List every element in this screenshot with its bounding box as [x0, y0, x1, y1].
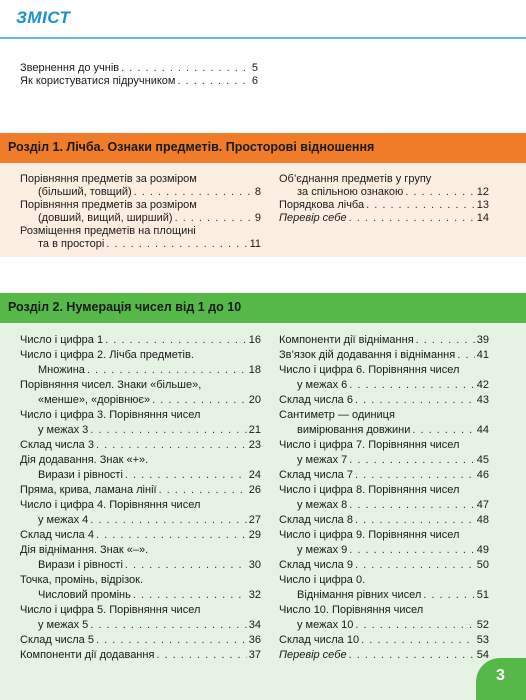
- leader-dots: [366, 198, 475, 212]
- entry-label: Число і цифра 8. Порівняння чисел: [279, 484, 460, 496]
- entry-label: Звернення до учнів: [20, 62, 120, 74]
- toc-entry-line1: [279, 603, 489, 617]
- toc-entry[interactable]: [20, 185, 261, 199]
- toc-entry-line1: [279, 483, 489, 497]
- toc-entry[interactable]: [20, 633, 261, 647]
- entry-page: 39: [476, 334, 489, 346]
- toc-entry[interactable]: [279, 648, 489, 662]
- toc-entry[interactable]: [279, 333, 489, 347]
- entry-page: 14: [476, 212, 489, 224]
- page-title: ЗМІСТ: [16, 8, 71, 27]
- entry-label: у межах 4: [38, 514, 89, 526]
- toc-entry[interactable]: [279, 423, 489, 437]
- entry-label: Вирази і рівності: [38, 559, 123, 571]
- entry-page: 5: [251, 62, 258, 74]
- toc-entry-line1: [20, 573, 261, 587]
- leader-dots: [355, 558, 475, 572]
- entry-label: Склад числа 9: [279, 559, 353, 571]
- leader-dots: [121, 61, 250, 75]
- entry-page: 44: [476, 424, 489, 436]
- toc-entry[interactable]: [20, 648, 261, 662]
- entry-label: Склад числа 5: [20, 634, 94, 646]
- title-divider: [0, 37, 526, 39]
- leader-dots: [349, 211, 475, 225]
- entry-label: Зв’язок дій додавання і віднімання: [279, 349, 456, 361]
- leader-dots: [105, 333, 247, 347]
- leader-dots: [159, 483, 247, 497]
- entry-label: у межах 9: [297, 544, 348, 556]
- entry-label: Склад числа 8: [279, 514, 353, 526]
- leader-dots: [96, 528, 247, 542]
- toc-entry[interactable]: [279, 588, 489, 602]
- entry-label: Перевір себе: [279, 649, 347, 661]
- entry-page: 23: [248, 439, 261, 451]
- entry-page: 45: [476, 454, 489, 466]
- entry-label: Віднімання рівних чисел: [297, 589, 422, 601]
- page-number-badge: [476, 658, 526, 700]
- entry-page: 34: [248, 619, 261, 631]
- leader-dots: [90, 513, 246, 527]
- entry-page: 8: [254, 186, 261, 198]
- toc-entry-line1: [20, 224, 261, 238]
- toc-entry[interactable]: [20, 423, 261, 437]
- entry-page: 48: [476, 514, 489, 526]
- entry-label: Об’єднання предметів у групу: [279, 173, 432, 185]
- entry-label: Число 10. Порівняння чисел: [279, 604, 424, 616]
- section-1-title: Розділ 1. Лічба. Ознаки предметів. Просторові відношення: [8, 140, 375, 154]
- entry-page: 42: [476, 379, 489, 391]
- toc-entry-line1: [20, 172, 261, 186]
- leader-dots: [457, 348, 475, 362]
- leader-dots: [405, 185, 474, 199]
- leader-dots: [423, 588, 474, 602]
- toc-entry-line1: [279, 408, 489, 422]
- toc-entry[interactable]: [20, 528, 261, 542]
- entry-label: Множина: [38, 364, 85, 376]
- leader-dots: [349, 453, 474, 467]
- entry-label: Склад числа 3: [20, 439, 94, 451]
- leader-dots: [125, 558, 247, 572]
- toc-entry-line1: [279, 172, 489, 186]
- entry-label: у межах 6: [297, 379, 348, 391]
- toc-entry-line1: [20, 348, 261, 362]
- entry-page: 13: [476, 199, 489, 211]
- toc-entry[interactable]: [20, 393, 261, 407]
- entry-label: Число і цифра 6. Порівняння чисел: [279, 364, 460, 376]
- entry-label: Розміщення предметів на площині: [20, 225, 196, 237]
- entry-label: у межах 7: [297, 454, 348, 466]
- entry-page: 53: [476, 634, 489, 646]
- toc-entry[interactable]: [20, 237, 261, 251]
- leader-dots: [416, 333, 475, 347]
- leader-dots: [125, 468, 247, 482]
- entry-page: 18: [248, 364, 261, 376]
- section-2-header: [0, 293, 526, 323]
- toc-entry[interactable]: [279, 348, 489, 362]
- toc-entry[interactable]: [279, 211, 489, 225]
- entry-page: 11: [249, 238, 261, 250]
- toc-entry-line1: [20, 378, 261, 392]
- toc-entry[interactable]: [20, 483, 261, 497]
- entry-label: Число і цифра 3. Порівняння чисел: [20, 409, 201, 421]
- toc-entry[interactable]: [20, 588, 261, 602]
- leader-dots: [96, 633, 247, 647]
- leader-dots: [355, 618, 474, 632]
- entry-label: та в просторі: [38, 238, 105, 250]
- entry-page: 36: [248, 634, 261, 646]
- toc-entry-line1: [279, 438, 489, 452]
- entry-page: 41: [476, 349, 489, 361]
- toc-entry-line1: [20, 498, 261, 512]
- entry-page: 16: [248, 334, 261, 346]
- toc-entry-line1: [20, 453, 261, 467]
- entry-label: Число і цифра 7. Порівняння чисел: [279, 439, 460, 451]
- entry-label: вимірювання довжини: [297, 424, 411, 436]
- leader-dots: [349, 648, 475, 662]
- leader-dots: [349, 543, 474, 557]
- toc-entry[interactable]: [279, 378, 489, 392]
- entry-page: 30: [248, 559, 261, 571]
- entry-label: у межах 3: [38, 424, 89, 436]
- entry-label: Число і цифра 1: [20, 334, 104, 346]
- entry-label: Вирази і рівності: [38, 469, 123, 481]
- entry-label: Число і цифра 5. Порівняння чисел: [20, 604, 201, 616]
- entry-label: Числовий промінь: [38, 589, 131, 601]
- toc-entry[interactable]: [20, 438, 261, 452]
- entry-label: Порівняння предметів за розміром: [20, 173, 197, 185]
- leader-dots: [156, 648, 246, 662]
- entry-page: 9: [254, 212, 261, 224]
- toc-entry[interactable]: [20, 618, 261, 632]
- entry-label: Дія додавання. Знак «+».: [20, 454, 149, 466]
- entry-page: 37: [248, 649, 261, 661]
- toc-entry[interactable]: [20, 558, 261, 572]
- leader-dots: [90, 423, 246, 437]
- entry-page: 29: [248, 529, 261, 541]
- entry-page: 6: [251, 75, 258, 87]
- entry-label: Компоненти дії віднімання: [279, 334, 414, 346]
- entry-page: 26: [248, 484, 261, 496]
- entry-label: Число і цифра 0.: [279, 574, 366, 586]
- entry-label: за спільною ознакою: [297, 186, 404, 198]
- section-1-header: [0, 133, 526, 163]
- entry-page: 12: [476, 186, 489, 198]
- toc-entry[interactable]: [279, 618, 489, 632]
- entry-label: Склад числа 10: [279, 634, 360, 646]
- entry-label: у межах 5: [38, 619, 89, 631]
- entry-label: Число і цифра 2. Лічба предметів.: [20, 349, 194, 361]
- leader-dots: [355, 513, 475, 527]
- toc-entry-line1: [20, 543, 261, 557]
- entry-page: 21: [248, 424, 261, 436]
- entry-label: Як користуватися підручником: [20, 75, 176, 87]
- entry-page: 50: [476, 559, 489, 571]
- toc-entry[interactable]: [279, 185, 489, 199]
- toc-entry[interactable]: [20, 513, 261, 527]
- toc-entry[interactable]: [20, 468, 261, 482]
- entry-label: Число і цифра 9. Порівняння чисел: [279, 529, 460, 541]
- entry-page: 27: [248, 514, 261, 526]
- toc-entry[interactable]: [20, 333, 261, 347]
- leader-dots: [152, 393, 247, 407]
- entry-label: (більший, товщий): [38, 186, 132, 198]
- entry-page: 49: [476, 544, 489, 556]
- toc-entry[interactable]: [279, 633, 489, 647]
- entry-page: 46: [476, 469, 489, 481]
- entry-label: «менше», «дорівнює»: [38, 394, 151, 406]
- leader-dots: [106, 237, 247, 251]
- leader-dots: [355, 468, 475, 482]
- toc-entry[interactable]: [279, 198, 489, 212]
- toc-entry[interactable]: [279, 558, 489, 572]
- entry-label: Склад числа 6: [279, 394, 353, 406]
- entry-page: 52: [476, 619, 489, 631]
- entry-label: Склад числа 4: [20, 529, 94, 541]
- entry-label: Порівняння предметів за розміром: [20, 199, 197, 211]
- entry-page: 54: [476, 649, 489, 661]
- leader-dots: [87, 363, 247, 377]
- leader-dots: [96, 438, 247, 452]
- leader-dots: [177, 74, 249, 88]
- leader-dots: [349, 498, 474, 512]
- toc-entry[interactable]: [20, 211, 261, 225]
- toc-entry[interactable]: [279, 543, 489, 557]
- entry-page: 20: [248, 394, 261, 406]
- leader-dots: [134, 185, 253, 199]
- toc-entry[interactable]: [279, 498, 489, 512]
- entry-label: Склад числа 7: [279, 469, 353, 481]
- entry-page: 51: [476, 589, 489, 601]
- entry-label: Сантиметр — одиниця: [279, 409, 395, 421]
- page-number: 3: [496, 667, 505, 684]
- leader-dots: [412, 423, 474, 437]
- entry-page: 43: [476, 394, 489, 406]
- toc-entry[interactable]: [279, 453, 489, 467]
- entry-label: Число і цифра 4. Порівняння чисел: [20, 499, 201, 511]
- toc-entry-line1: [20, 603, 261, 617]
- toc-entry[interactable]: [279, 468, 489, 482]
- entry-label: у межах 8: [297, 499, 348, 511]
- toc-entry-line1: [20, 198, 261, 212]
- entry-label: Порівняння чисел. Знаки «більше»,: [20, 379, 202, 391]
- leader-dots: [133, 588, 247, 602]
- toc-entry-intro-1[interactable]: [20, 61, 258, 75]
- leader-dots: [90, 618, 246, 632]
- toc-entry-line1: [279, 573, 489, 587]
- section-2-title: Розділ 2. Нумерація чисел від 1 до 10: [8, 300, 242, 314]
- entry-label: Перевір себе: [279, 212, 347, 224]
- entry-label: у межах 10: [297, 619, 354, 631]
- entry-page: 24: [248, 469, 261, 481]
- toc-entry-line1: [20, 408, 261, 422]
- leader-dots: [361, 633, 475, 647]
- toc-entry-intro-2[interactable]: [20, 74, 258, 88]
- entry-label: Точка, промінь, відрізок.: [20, 574, 144, 586]
- leader-dots: [349, 378, 474, 392]
- entry-label: Порядкова лічба: [279, 199, 365, 211]
- entry-label: Компоненти дії додавання: [20, 649, 155, 661]
- toc-entry[interactable]: [20, 363, 261, 377]
- entry-page: 47: [476, 499, 489, 511]
- toc-entry[interactable]: [279, 513, 489, 527]
- toc-entry-line1: [279, 528, 489, 542]
- entry-page: 32: [248, 589, 261, 601]
- toc-entry[interactable]: [279, 393, 489, 407]
- entry-label: (довший, вищий, ширший): [38, 212, 173, 224]
- entry-label: Пряма, крива, ламана лінії: [20, 484, 157, 496]
- entry-label: Дія віднімання. Знак «–».: [20, 544, 149, 556]
- leader-dots: [355, 393, 475, 407]
- leader-dots: [175, 211, 253, 225]
- toc-entry-line1: [279, 363, 489, 377]
